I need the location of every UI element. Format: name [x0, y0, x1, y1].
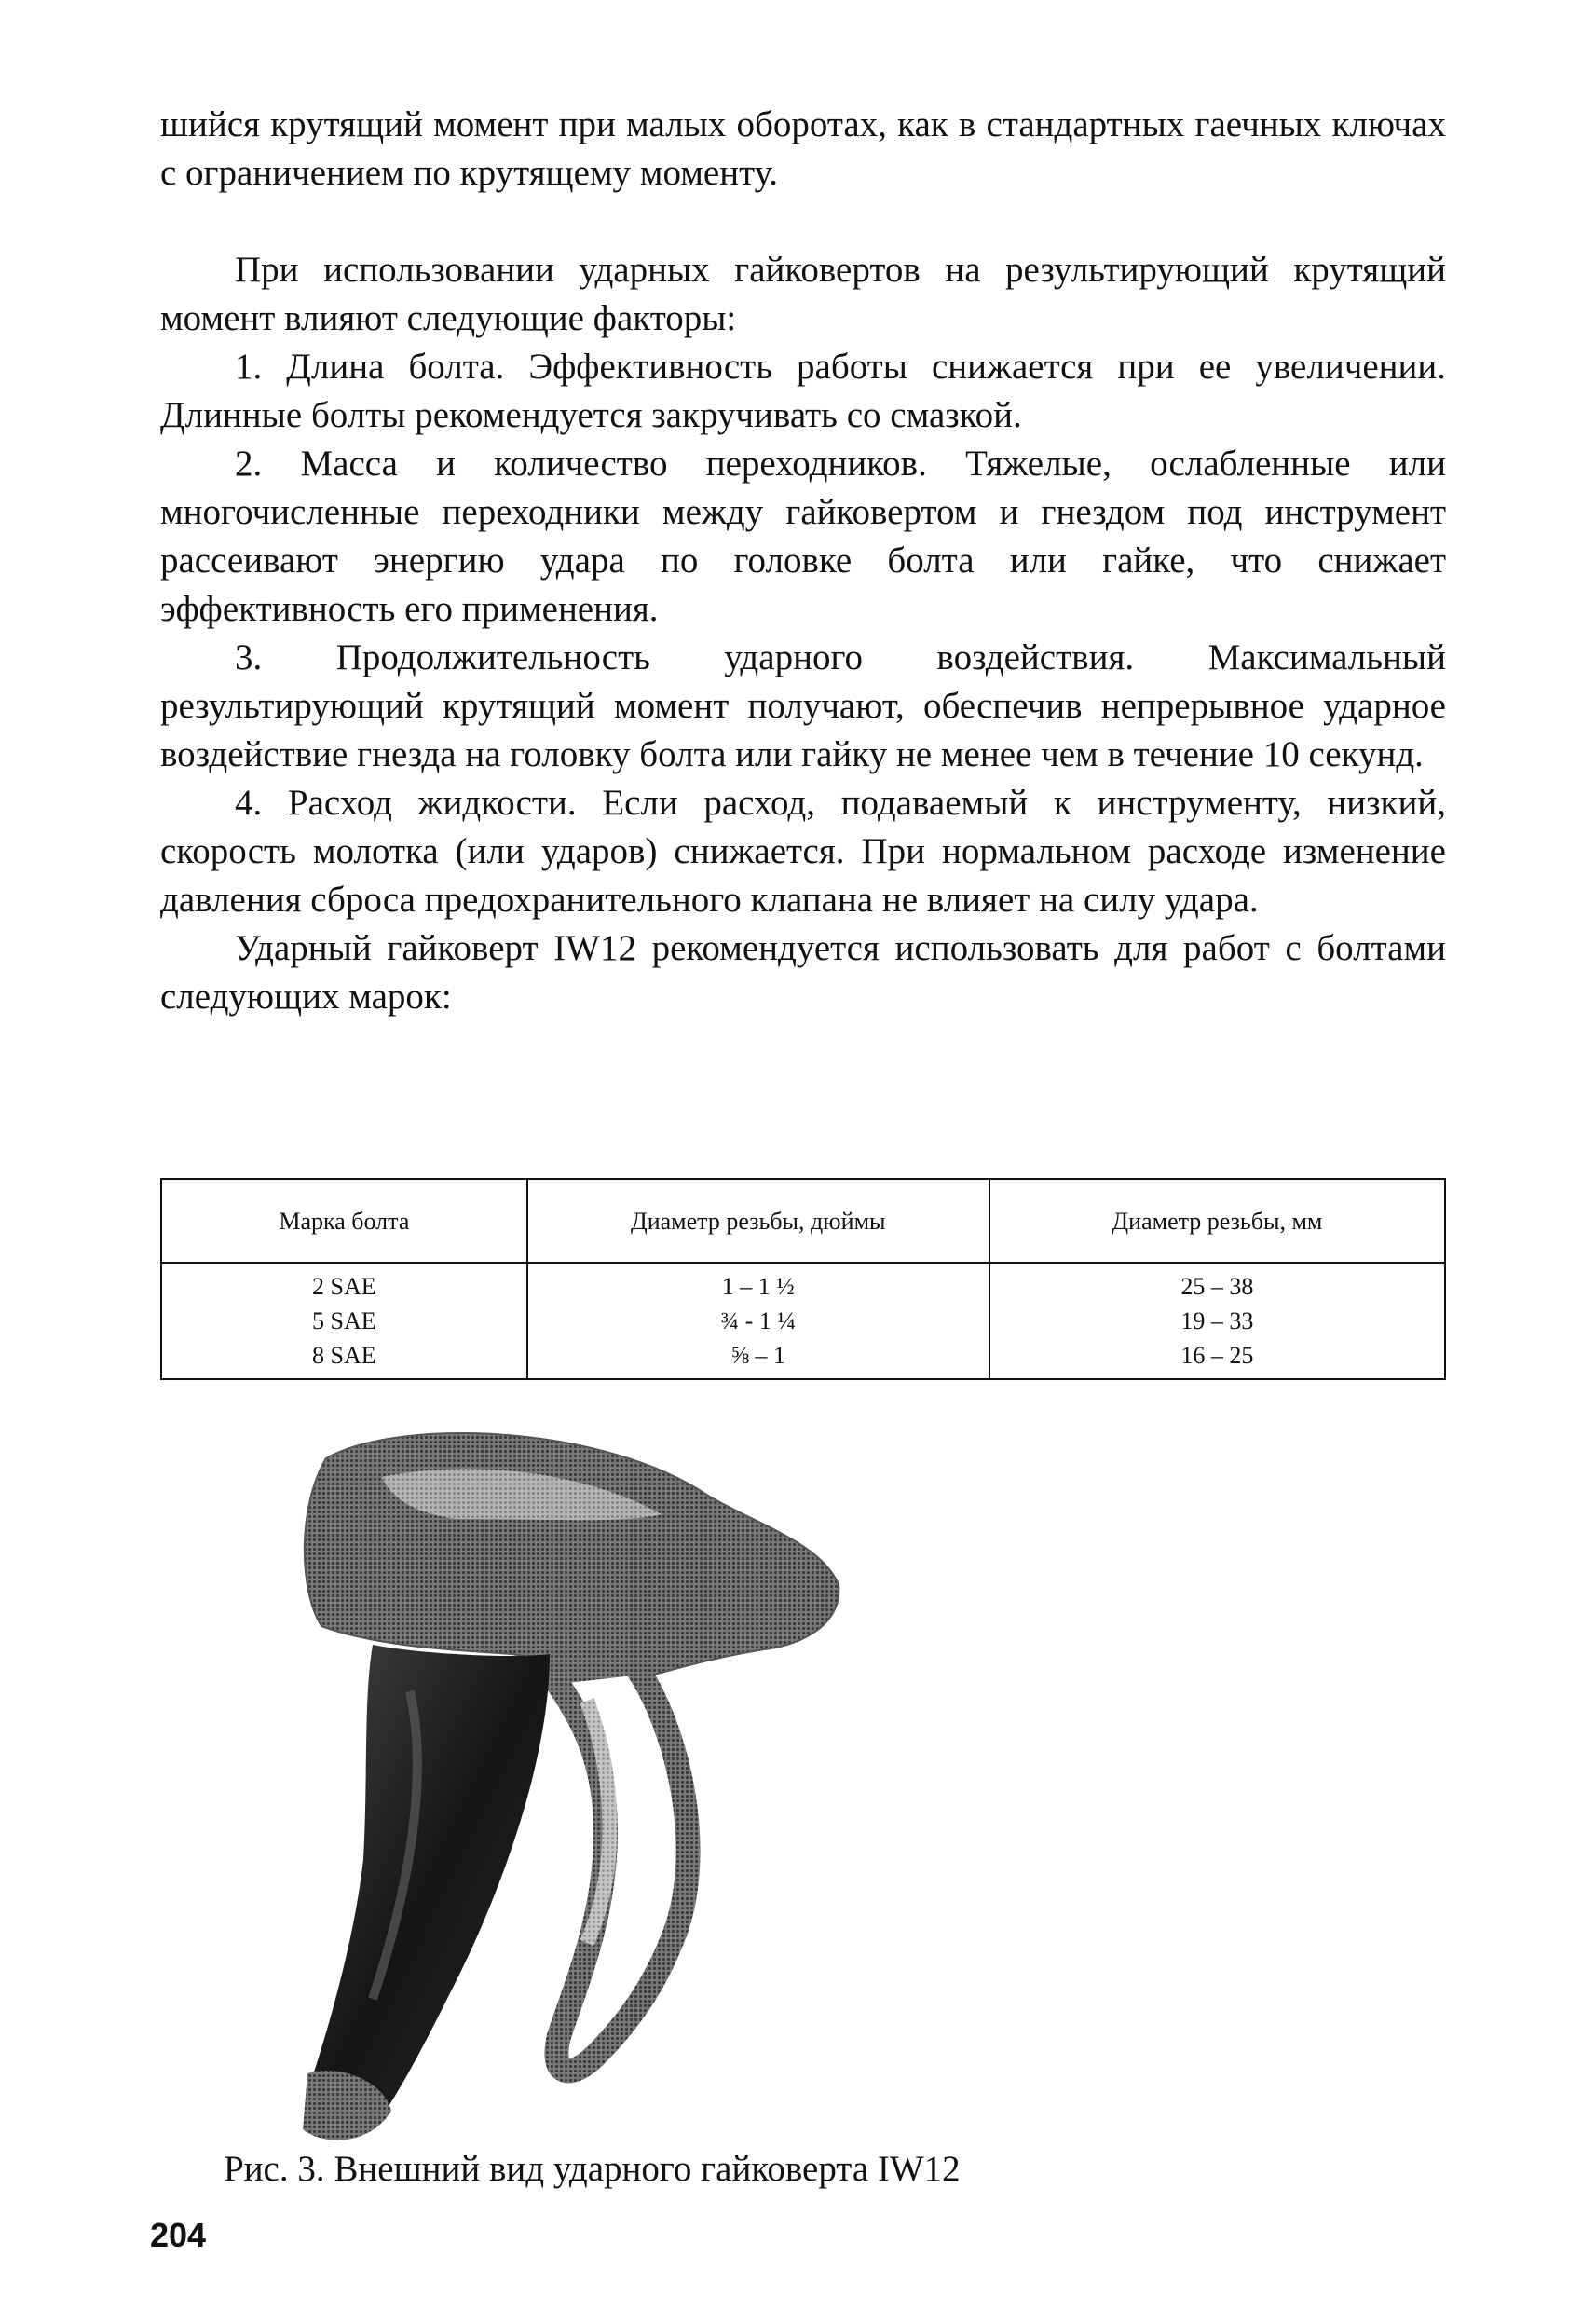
paragraph-factor-1: 1. Длина болта. Эффективность работы снижается при ее увеличении. Длинные болты рекомендуется закручивать со смазкой. [160, 347, 1446, 435]
table-cell: 19 – 33 [1180, 1307, 1254, 1334]
page-number: 204 [150, 2216, 207, 2254]
figure-caption: Рис. 3. Внешний вид ударного гайковерта IW12 [224, 2149, 961, 2189]
wrench-body [305, 1433, 839, 1677]
paragraph-factor-3: 3. Продолжительность ударного воздействия. Максимальный результирующий крутящий момент получают, обеспечив непрерывное ударное воздействие гнезда на головку болта или гайку не менее чем в течение 10 секунд. [160, 637, 1446, 774]
paragraph-factors-intro: При использовании ударных гайковертов на результирующий крутящий момент влияют следующие факторы: [160, 250, 1446, 338]
table-cell: 5 SAE [312, 1307, 376, 1334]
table-column-diameter-mm [989, 1263, 1445, 1379]
table-cell: ⅝ – 1 [730, 1342, 785, 1369]
table-column-grade [161, 1263, 527, 1379]
paragraph-factor-2: 2. Масса и количество переходников. Тяжелые, ослабленные или многочисленные переходники между гайковертом и гнездом под инструмент рассеивают энергию удара по головке болта или гайке, что снижает эффективность его применения. [160, 444, 1446, 629]
table-header-row [161, 1179, 1445, 1263]
table-header-diameter-mm: Диаметр резьбы, мм [989, 1179, 1445, 1263]
table-body-row [161, 1263, 1445, 1379]
impact-wrench-photo [270, 1421, 848, 2148]
table-cell: 16 – 25 [1180, 1342, 1254, 1369]
table-column-diameter-inch [527, 1263, 989, 1379]
paragraph-factor-4: 4. Расход жидкости. Если расход, подаваемый к инструменту, низкий, скорость молотка (или ударов) снижается. При нормальном расходе изменение давления сброса предохранительного клапана не влияет на силу удара. [160, 783, 1446, 920]
table-cell: 1 – 1 ½ [721, 1273, 795, 1300]
table-cell: 2 SAE [312, 1273, 376, 1300]
table-header-diameter-inch: Диаметр резьбы, дюймы [527, 1179, 989, 1263]
table-header-grade: Марка болта [161, 1179, 527, 1263]
body-text [160, 101, 1446, 1021]
paragraph-continuation: шийся крутящий момент при малых оборотах, как в стандартных гаечных ключах с ограничением по крутящему моменту. [160, 104, 1446, 193]
wrench-trigger-loop [550, 1663, 689, 2071]
paragraph-table-intro: Ударный гайковерт IW12 рекомендуется использовать для работ с болтами следующих марок: [160, 928, 1446, 1017]
bolt-grade-table [160, 1178, 1446, 1380]
table-cell: ¾ - 1 ¼ [720, 1307, 796, 1334]
table-cell: 25 – 38 [1180, 1273, 1254, 1300]
table-cell: 8 SAE [312, 1342, 376, 1369]
wrench-grip [307, 1645, 550, 2134]
